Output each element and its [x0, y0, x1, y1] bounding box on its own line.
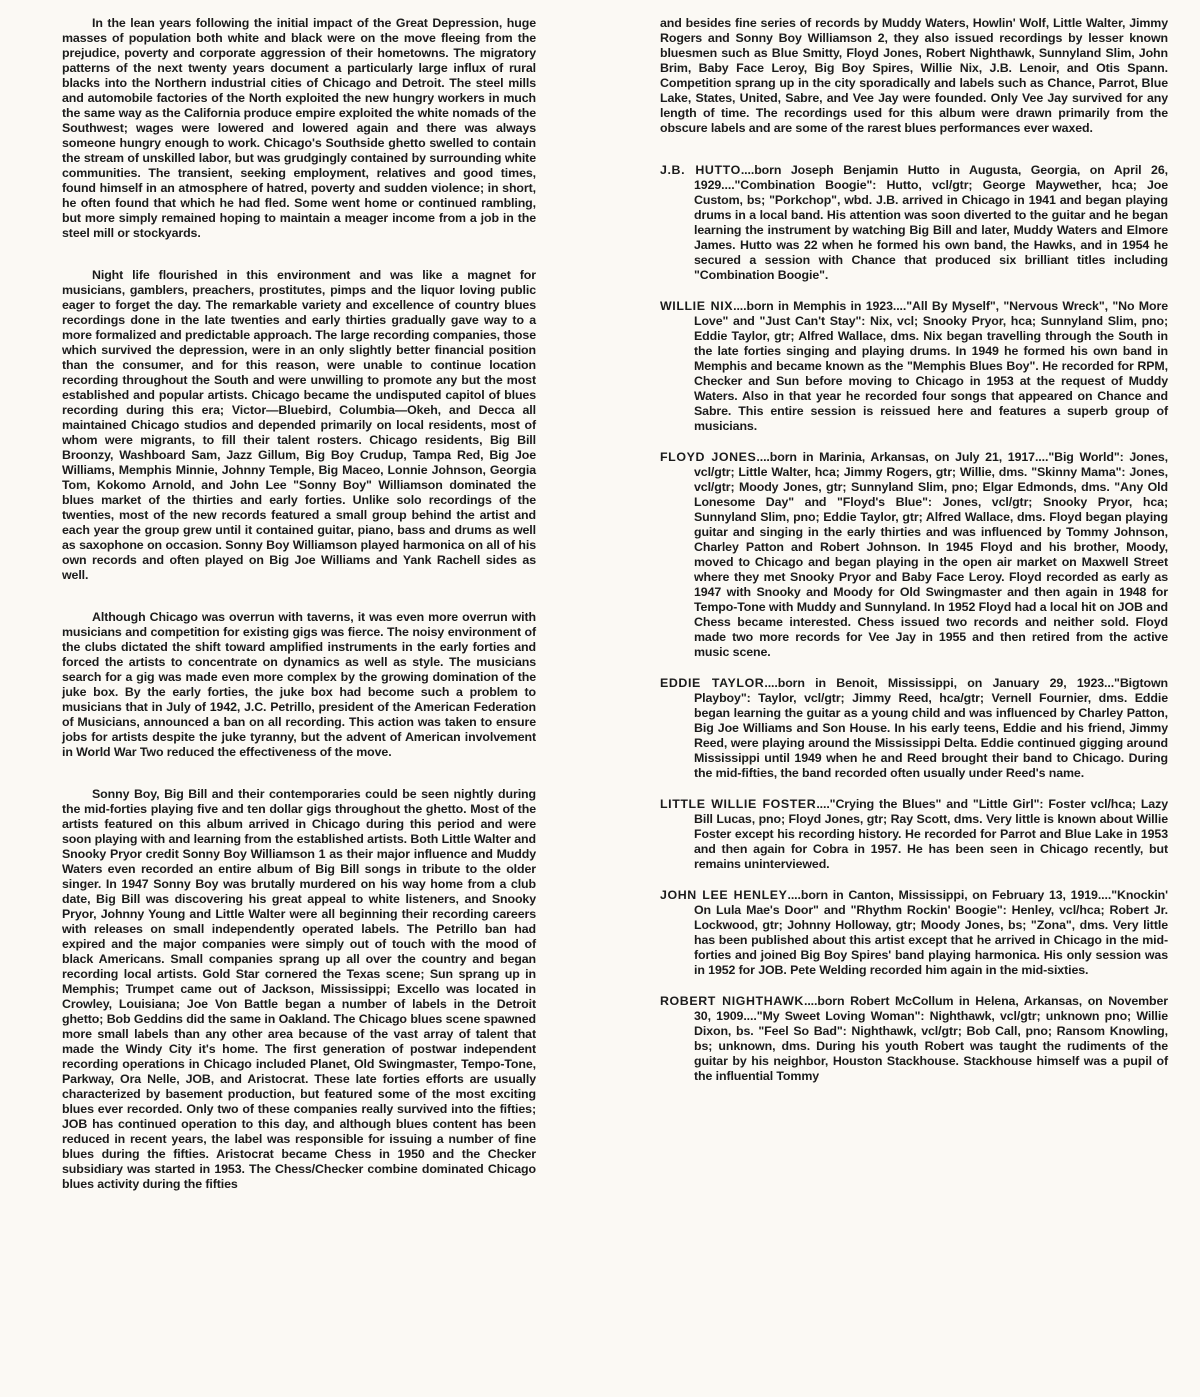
artist-name: J.B. HUTTO	[660, 163, 741, 177]
artist-entry-willie-nix	[660, 299, 1168, 434]
artist-entry-robert-nighthawk	[660, 994, 1168, 1084]
paragraph-night-life: Night life flourished in this environment and was like a magnet for musicians, gamblers, preachers, prostitutes, pimps and the liquor loving public eager to forget the day. The remarkable variety and excellence of country blues recordings done in the late twenties and early thirties gradually gave way to a more formalized and predictable approach. The large recording companies, those which survived the depression, were in an only slightly better financial position than the consumer, and for this reason, were unable to continue location recording throughout the South and were unwilling to promote any but the most established and popular artists. Chicago became the undisputed capitol of blues recording during this era; Victor—Bluebird, Columbia—Okeh, and Decca all maintained Chicago studios and depended primarily on local residents, most of whom were migrants, to fill their talent rosters. Chicago residents, Big Bill Broonzy, Washboard Sam, Jazz Gillum, Big Boy Crudup, Tampa Red, Big Joe Williams, Memphis Minnie, Johnny Temple, Big Maceo, Lonnie Johnson, Georgia Tom, Kokomo Arnold, and John Lee "Sonny Boy" Williamson dominated the blues market of the thirties and early forties. Unlike solo recordings of the twenties, most of the new records featured a small group behind the artist and each year the group grew until it contained guitar, piano, bass and drums as well as saxophone on occasion. Sonny Boy Williamson played harmonica on all of his own records and often played on Big Joe Williams and Yank Rachell sides as well.	[62, 268, 536, 582]
artist-bio: ....born in Benoit, Mississippi, on January 29, 1923..."Bigtown Playboy": Taylor, vcl/gtr; Jimmy Reed, hca/gtr; Vernell Fournier, dms. Eddie began learning the guitar as a young child and was influenced by Charley Patton, Big Joe Williams and Son House. In his early teens, Eddie and his friend, Jimmy Reed, were playing around the Mississippi Delta. Eddie continued gigging around Mississippi until 1949 when he and Reed brought their band to Chicago. During the mid-fifties, the band recorded often usually under Reed's name.	[694, 676, 1168, 780]
artist-name: LITTLE WILLIE FOSTER	[660, 797, 817, 811]
artist-bio: ....born in Canton, Mississippi, on February 13, 1919...."Knockin' On Lula Mae's Door" and "Rhythm Rockin' Boogie": Henley, vcl/hca; Robert Jr. Lockwood, gtr; Johnny Holloway, gtr; Moody Jones, bs; "Zona", dms. Very little has been published about this artist except that he arrived in Chicago in the mid-forties and joined Big Boy Spires' band playing harmonica. His only session was in 1952 for JOB. Pete Welding recorded him again in the mid-sixties.	[694, 888, 1168, 977]
artist-name: ROBERT NIGHTHAWK	[660, 994, 804, 1008]
artist-name: EDDIE TAYLOR	[660, 676, 765, 690]
artist-entry-eddie-taylor	[660, 676, 1168, 781]
artist-entry-john-lee-henley	[660, 888, 1168, 978]
right-column	[660, 16, 1168, 1084]
artist-bio: ....born Robert McCollum in Helena, Arkansas, on November 30, 1909...."My Sweet Loving Woman": Nighthawk, vcl/gtr; unknown pno; Willie Dixon, bs. "Feel So Bad": Nighthawk, vcl/gtr; Bob Call, pno; Ransom Knowling, bs; unknown, dms. During his youth Robert was taught the rudiments of the guitar by his neighbor, Houston Stackhouse. Stackhouse himself was a pupil of the influential Tommy	[694, 994, 1169, 1083]
paragraph-continuation: and besides fine series of records by Muddy Waters, Howlin' Wolf, Little Walter, Jimmy Rogers and Sonny Boy Williamson 2, they also issued recordings by lesser known bluesmen such as Blue Smitty, Floyd Jones, Robert Nighthawk, Sunnyland Slim, John Brim, Baby Face Leroy, Big Boy Spires, Willie Nix, J.B. Lenoir, and Otis Spann. Competition sprang up in the city sporadically and labels such as Chance, Parrot, Blue Lake, States, United, Sabre, and Vee Jay were founded. Only Vee Jay survived for any length of time. The recordings used for this album were drawn primarily from the obscure labels and are some of the rarest blues performances ever waxed.	[660, 16, 1168, 135]
artist-entry-jb-hutto	[660, 163, 1168, 283]
paragraph-great-depression: In the lean years following the initial impact of the Great Depression, huge masses of population both white and black were on the move fleeing from the prejudice, poverty and corporate aggression of their hometowns. The migratory patterns of the next twenty years document a particularly large influx of rural blacks into the Northern industrial cities of Chicago and Detroit. The steel mills and automobile factories of the North exploited the new hungry workers in much the same way as the California produce empire exploited the white nomads of the Southwest; wages were lowered and lowered again and there was always someone hungry enough to work. Chicago's Southside ghetto swelled to contain the stream of unskilled labor, but was grudgingly contained by surrounding white communities. The transient, seeking employment, relatives and good times, found himself in an atmosphere of hatred, poverty and sudden violence; in short, he often found that which he had fled. Some went home or continued rambling, but more simply remained hoping to maintain a meager income from a job in the steel mill or stockyards.	[62, 16, 536, 240]
artist-entry-little-willie-foster	[660, 797, 1168, 872]
artist-name: WILLIE NIX	[660, 299, 734, 313]
left-column	[62, 16, 536, 1192]
paragraph-sonny-boy: Sonny Boy, Big Bill and their contemporaries could be seen nightly during the mid-forties playing five and ten dollar gigs throughout the ghetto. Most of the artists featured on this album arrived in Chicago during this period and were soon playing with and learning from the established artists. Both Little Walter and Snooky Pryor credit Sonny Boy Williamson 1 as their major influence and Muddy Waters even recorded an entire album of Big Bill songs in tribute to the older singer. In 1947 Sonny Boy was brutally murdered on his way home from a club date, Big Bill was discovering his great appeal to white listeners, and Snooky Pryor, Johnny Young and Little Walter were all beginning their recording careers with releases on small independently operated labels. The Petrillo ban had expired and the major companies were simply out of touch with the mood of black Americans. Small companies sprang up all over the country and began recording local artists. Gold Star cornered the Texas scene; Sun sprang up in Memphis; Trumpet came out of Jackson, Mississippi; Excello was located in Crowley, Louisiana; Joe Von Battle began a number of labels in the Detroit ghetto; Bob Geddins did the same in Oakland. The Chicago blues scene spawned more small labels than any other area because of the vast array of talent that made the Windy City it's home. The first generation of postwar independent recording operations in Chicago included Planet, Old Swingmaster, Tempo-Tone, Parkway, Ora Nelle, JOB, and Aristocrat. These late forties efforts are usually characterized by basement production, but featured some of the most exciting blues ever recorded. Only two of these companies really survived into the fifties; JOB has continued operation to this day, and although blues content has been reduced in recent years, the label was responsible for issuing a number of fine blues during the fifties. Aristocrat became Chess in 1950 and the Checker subsidiary was started in 1953. The Chess/Checker combine dominated Chicago blues activity during the fifties	[62, 787, 536, 1191]
artist-name: FLOYD JONES	[660, 450, 757, 464]
artist-bio: ....born in Memphis in 1923...."All By Myself", "Nervous Wreck", "No More Love" and "Just Can't Stay": Nix, vcl; Snooky Pryor, hca; Sunnyland Slim, pno; Eddie Taylor, gtr; Alfred Wallace, dms. Nix began travelling through the South in the late forties singing and playing drums. In 1949 he formed his own band in Memphis and became known as the "Memphis Blues Boy". He recorded for RPM, Checker and Sun before moving to Chicago in 1953 at the request of Muddy Waters. Also in that year he recorded four songs that appeared on Chance and Sabre. This entire session is reissued here and features a superb group of musicians.	[694, 299, 1168, 433]
artist-bio: ....born in Marinia, Arkansas, on July 21, 1917...."Big World": Jones, vcl/gtr; Little Walter, hca; Jimmy Rogers, gtr; Willie, dms. "Skinny Mama": Jones, vcl/gtr; Moody Jones, gtr; Sunnyland Slim, pno; Elgar Edmonds, dms. "Any Old Lonesome Day" and "Floyd's Blue": Jones, vcl/gtr; Snooky Pryor, hca; Sunnyland Slim, pno; Eddie Taylor, gtr; Alfred Wallace, dms. Floyd began playing guitar and singing in the early thirties and was influenced by Tommy Johnson, Charley Patton and Robert Johnson. In 1945 Floyd and his brother, Moody, moved to Chicago and began playing in the open air market on Maxwell Street where they met Snooky Pryor and Baby Face Leroy. Floyd recorded as early as 1947 with Snooky and Moody for Old Swingmaster and then again in 1948 for Tempo-Tone with Muddy and Sunnyland. In 1952 Floyd had a local hit on JOB and Chess became interested. Chess issued two records and neither sold. Floyd made two more records for Vee Jay in 1955 and then retired from the active music scene.	[694, 450, 1168, 659]
artist-entry-floyd-jones	[660, 450, 1168, 660]
artist-bio: ....born Joseph Benjamin Hutto in Augusta, Georgia, on April 26, 1929...."Combination Boogie": Hutto, vcl/gtr; George Maywether, hca; Joe Custom, bs; "Porkchop", wbd. J.B. arrived in Chicago in 1941 and began playing drums in a local band. His attention was soon diverted to the guitar and he began learning the instrument by watching Big Bill and later, Muddy Waters and Elmore James. Hutto was 22 when he formed his own band, the Hawks, and in 1954 he secured a session with Chance that produced six brilliant titles including "Combination Boogie".	[694, 163, 1168, 282]
artist-bio: ...."Crying the Blues" and "Little Girl": Foster vcl/hca; Lazy Bill Lucas, pno; Floyd Jones, gtr; Ray Scott, dms. Very little is known about Willie Foster except his recording history. He recorded for Parrot and Blue Lake in 1953 and then again for Cobra in 1957. He has been seen in Chicago recently, but remains uninterviewed.	[694, 797, 1168, 871]
artist-name: JOHN LEE HENLEY	[660, 888, 788, 902]
paragraph-taverns: Although Chicago was overrun with taverns, it was even more overrun with musicians and competition for existing gigs was fierce. The noisy environment of the clubs dictated the shift toward amplified instruments in the early forties and forced the artists to concentrate on dynamics as well as style. The musicians search for a gig was made even more complex by the growing domination of the juke box. By the early forties, the juke box had become such a problem to musicians that in July of 1942, J.C. Petrillo, president of the American Federation of Musicians, announced a ban on all recording. This action was taken to ensure jobs for artists despite the juke tyranny, but the advent of American involvement in World War Two reduced the effectiveness of the move.	[62, 610, 536, 759]
